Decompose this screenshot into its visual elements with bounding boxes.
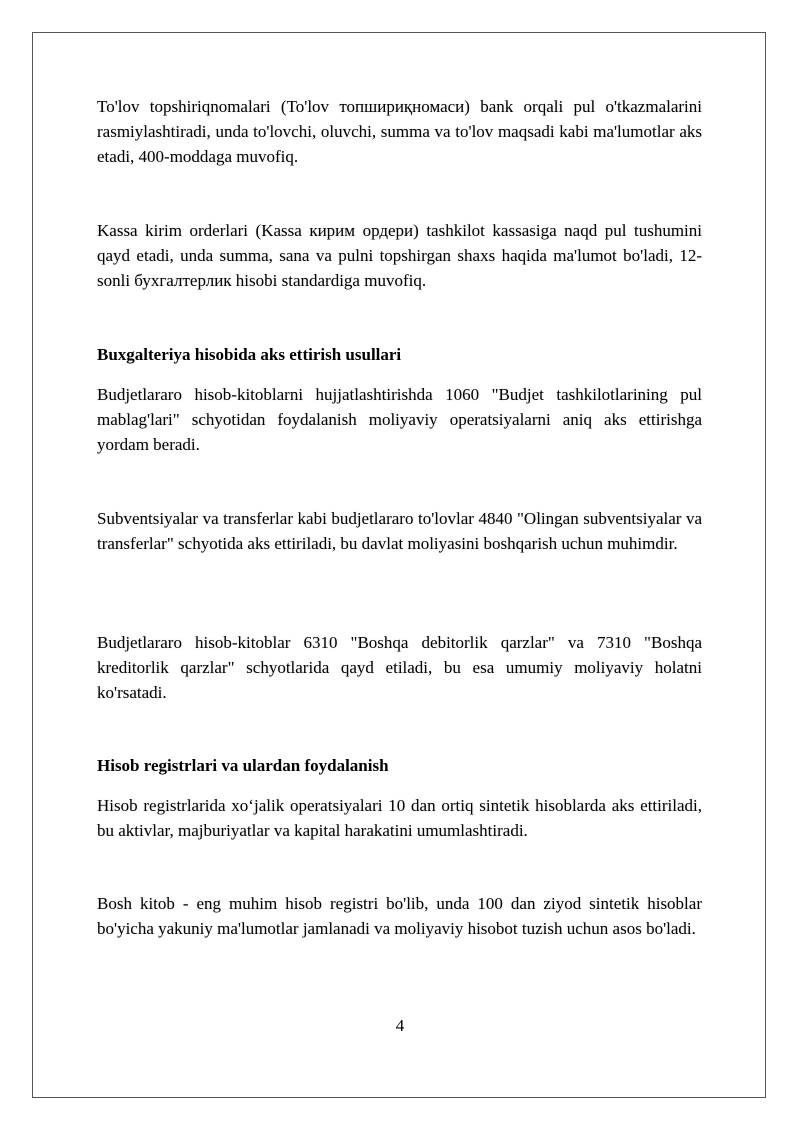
paragraph-accounts-6310-7310: Budjetlararo hisob-kitoblar 6310 "Boshqa debitorlik qarzlar" va 7310 "Boshqa kreditorlik qarzlar" schyotlarida qayd etiladi, bu esa umumiy moliyaviy holatni ko'rsatadi.	[97, 633, 702, 702]
paragraph-payment-orders: To'lov topshiriqnomalari (To'lov топшириқномаси) bank orqali pul o'tkazmalarini rasmiylashtiradi, unda to'lovchi, oluvchi, summa va to'lov maqsadi kabi ma'lumotlar aks etadi, 400-moddaga muvofiq.	[97, 97, 702, 166]
page-number: 4	[395, 1016, 405, 1035]
paragraph-account-1060: Budjetlararo hisob-kitoblarni hujjatlashtirishda 1060 "Budjet tashkilotlarining pul mablag'lari" schyotidan foydalanish moliyaviy operatsiyalarni aniq aks ettirishga yordam beradi.	[97, 385, 702, 454]
section-heading-accounting-methods: Buxgalteriya hisobida aks ettirish usullari	[97, 345, 402, 364]
paragraph-general-ledger: Bosh kitob - eng muhim hisob registri bo'lib, unda 100 dan ziyod sintetik hisoblar bo'yicha yakuniy ma'lumotlar jamlanadi va moliyaviy hisobot tuzish uchun asos bo'ladi.	[97, 894, 702, 938]
section-heading-registers: Hisob registrlari va ulardan foydalanish	[97, 756, 389, 775]
paragraph-cash-receipt-orders: Kassa kirim orderlari (Kassa кирим ордери) tashkilot kassasiga naqd pul tushumini qayd etadi, unda summa, sana va pulni topshirgan shaxs haqida ma'lumot bo'ladi, 12-sonli бухгалтерлик hisobi standardiga muvofiq.	[97, 221, 702, 290]
paragraph-registers-synthetic-accounts: Hisob registrlarida xo‘jalik operatsiyalari 10 dan ortiq sintetik hisoblarda aks ettiriladi, bu aktivlar, majburiyatlar va kapital harakatini umumlashtiradi.	[97, 796, 702, 840]
paragraph-account-4840: Subventsiyalar va transferlar kabi budjetlararo to'lovlar 4840 "Olingan subventsiyalar va transferlar" schyotida aks ettiriladi, bu davlat moliyasini boshqarish uchun muhimdir.	[97, 509, 702, 553]
